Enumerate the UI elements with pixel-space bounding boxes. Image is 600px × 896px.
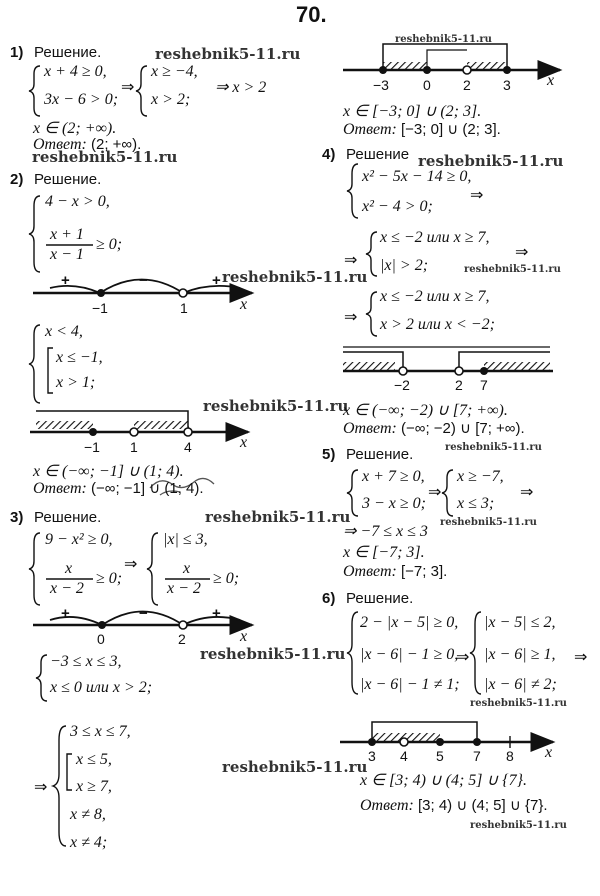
p3-arrow: ⇒ (124, 556, 138, 573)
p1-number: 1) (10, 44, 24, 61)
p1-result: ⇒ x > 2 (215, 79, 267, 96)
p1-answer-label: Ответ: (33, 136, 87, 153)
p5-arrow: ⇒ (520, 484, 534, 501)
p2-sys-line1: 4 − x > 0, (45, 193, 110, 210)
p6-sys-line1: 2 − |x − 5| ≥ 0, (360, 614, 459, 631)
p3-frac-den: x − 2 (50, 580, 84, 597)
p4-axis-point: 7 (480, 377, 488, 393)
p6-heading: Решение. (346, 590, 414, 607)
p5-sys-line2: 3 − x ≥ 0; (362, 495, 427, 512)
p2-set: x ∈ (−∞; −1] ∪ (1; 4). (33, 463, 184, 480)
tr-axis-point: −3 (373, 77, 389, 93)
p4-interval-axis (343, 347, 553, 375)
tr-interval-axis (343, 44, 560, 74)
p2-sign-minus: − (139, 272, 148, 289)
p4-sys2-line2: |x| > 2; (380, 257, 429, 274)
p4-number: 4) (322, 146, 336, 163)
p3-frac-rel: ≥ 0; (96, 570, 123, 587)
p2-sys2-line2: x ≤ −1, (56, 349, 103, 366)
p6-sys2-line1: |x − 5| ≤ 2, (484, 614, 556, 631)
watermark: reshebnik5-11.ru (470, 820, 567, 831)
p2-axis2-point: 1 (130, 439, 138, 455)
p2-sign-plus-right: + (212, 272, 221, 289)
p5-sys2-line2: x ≤ 3; (457, 495, 495, 512)
p3-frac2-den: x − 2 (167, 580, 201, 597)
p6-axis-var: x (545, 744, 553, 761)
watermark: reshebnik5-11.ru (440, 517, 537, 528)
watermark: reshebnik5-11.ru (203, 397, 349, 415)
p4-arrow: ⇒ (470, 187, 484, 204)
bottom-line5: x ≠ 4; (70, 834, 108, 851)
p2-answer: (−∞; −1] ∪ (1; 4). (91, 480, 204, 497)
p4-answer: (−∞; −2) ∪ [7; +∞). (401, 420, 525, 437)
watermark: reshebnik5-11.ru (205, 508, 351, 526)
p2-axis-var: x (240, 296, 248, 313)
bottom-line4: x ≠ 8, (70, 806, 106, 823)
p4-arrow: ⇒ (515, 244, 529, 261)
p6-answer: [3; 4) ∪ (4; 5] ∪ {7}. (418, 797, 548, 814)
watermark: reshebnik5-11.ru (395, 34, 492, 45)
p2-heading: Решение. (34, 171, 102, 188)
p6-set: x ∈ [3; 4) ∪ (4; 5] ∪ {7}. (360, 772, 528, 789)
p1-sys2-line2: x > 2; (151, 91, 191, 108)
p3-axis-var: x (240, 628, 248, 645)
p3-sign-plus-right: + (212, 605, 221, 622)
p3-sys2-line1: |x| ≤ 3, (163, 531, 208, 548)
p2-sys2-line3: x > 1; (56, 374, 96, 391)
p3-frac2-num: x (183, 560, 191, 577)
p6-sys-line2: |x − 6| − 1 ≥ 0, (360, 646, 459, 663)
p2-sign-plus-left: + (61, 272, 70, 289)
tr-set: x ∈ [−3; 0] ∪ (2; 3]. (343, 103, 482, 120)
p3-sys-line1: 9 − x² ≥ 0, (45, 531, 113, 548)
p1-sys2-line1: x ≥ −4, (151, 63, 198, 80)
p3-number: 3) (10, 509, 24, 526)
watermark: reshebnik5-11.ru (445, 442, 542, 453)
watermark: reshebnik5-11.ru (464, 264, 561, 275)
watermark: reshebnik5-11.ru (470, 698, 567, 709)
p5-sys2-line1: x ≥ −7, (457, 468, 504, 485)
tr-axis-point: 0 (423, 77, 431, 93)
p6-arrow: ⇒ (574, 649, 588, 666)
tr-axis-var: x (547, 72, 555, 89)
p5-set: x ∈ [−7; 3]. (343, 544, 425, 561)
p1-set: x ∈ (2; +∞). (33, 120, 117, 137)
watermark: reshebnik5-11.ru (418, 152, 564, 170)
bottom-line3: x ≥ 7, (76, 778, 112, 795)
p2-axis-point: 1 (180, 300, 188, 316)
p2-frac-num: x + 1 (50, 226, 84, 243)
p4-sys3-line1: x ≤ −2 или x ≥ 7, (380, 288, 490, 305)
p5-number: 5) (322, 446, 336, 463)
p5-answer-label: Ответ: (343, 563, 397, 580)
p4-arrow: ⇒ (344, 309, 358, 326)
p6-interval-axis (340, 722, 553, 748)
p1-arrow: ⇒ (121, 79, 135, 96)
p4-arrow: ⇒ (344, 252, 358, 269)
p5-heading: Решение. (346, 446, 414, 463)
p6-axis-point: 7 (473, 748, 481, 764)
p1-answer: (2; +∞). (91, 136, 142, 153)
p2-answer-label: Ответ: (33, 480, 87, 497)
p6-sys2-line2: |x − 6| ≥ 1, (484, 646, 556, 663)
tr-answer-label: Ответ: (343, 121, 397, 138)
p4-heading: Решение (346, 146, 410, 163)
p2-axis-point: −1 (92, 300, 108, 316)
p2-frac-den: x − 1 (50, 246, 84, 263)
p1-heading: Решение. (34, 44, 102, 61)
bottom-arrow: ⇒ (34, 779, 48, 796)
tr-answer: [−3; 0] ∪ (2; 3]. (401, 121, 501, 138)
p5-answer: [−7; 3]. (401, 563, 448, 580)
p4-sys-line1: x² − 5x − 14 ≥ 0, (362, 168, 472, 185)
p6-number: 6) (322, 590, 336, 607)
p3-axis-point: 0 (97, 631, 105, 647)
watermark: reshebnik5-11.ru (155, 45, 301, 63)
watermark: reshebnik5-11.ru (200, 645, 346, 663)
p4-sys-line2: x² − 4 > 0; (362, 198, 433, 215)
p3-sign-plus-left: + (61, 605, 70, 622)
p6-axis-point: 3 (368, 748, 376, 764)
p6-arrow: ⇒ (456, 649, 470, 666)
p3-frac-num: x (65, 560, 73, 577)
p6-sys2-line3: |x − 6| ≠ 2; (484, 676, 557, 693)
p3-axis-point: 2 (178, 631, 186, 647)
p2-axis2-point: −1 (84, 439, 100, 455)
p4-answer-label: Ответ: (343, 420, 397, 437)
p3-frac2-rel: ≥ 0; (213, 570, 240, 587)
p6-axis-point: 5 (436, 748, 444, 764)
bottom-line2: x ≤ 5, (76, 751, 112, 768)
p4-sys3-line2: x > 2 или x < −2; (380, 316, 495, 333)
p1-sys1-line2: 3x − 6 > 0; (44, 91, 119, 108)
p6-answer-label: Ответ: (360, 797, 414, 814)
watermark: reshebnik5-11.ru (222, 758, 368, 776)
p2-axis2-point: 4 (184, 439, 192, 455)
watermark: reshebnik5-11.ru (32, 148, 178, 166)
tr-axis-point: 3 (503, 77, 511, 93)
p4-axis-point: −2 (394, 377, 410, 393)
p4-sys2-line1: x ≤ −2 или x ≥ 7, (380, 229, 490, 246)
bottom-line1: 3 ≤ x ≤ 7, (70, 723, 131, 740)
p3-sys3-line1: −3 ≤ x ≤ 3, (50, 653, 122, 670)
p3-heading: Решение. (34, 509, 102, 526)
watermark: reshebnik5-11.ru (222, 268, 368, 286)
p1-sys1-line1: x + 4 ≥ 0, (44, 63, 107, 80)
p5-result: ⇒ −7 ≤ x ≤ 3 (343, 523, 428, 540)
p5-arrow: ⇒ (428, 484, 442, 501)
p6-axis-point: 4 (400, 748, 408, 764)
p2-number: 2) (10, 171, 24, 188)
p2-axis2-var: x (240, 434, 248, 451)
p2-frac-rel: ≥ 0; (96, 236, 123, 253)
p6-sys-line3: |x − 6| − 1 ≠ 1; (360, 676, 460, 693)
problem-number: 70. (296, 2, 327, 27)
p4-axis-point: 2 (455, 377, 463, 393)
tr-axis-point: 2 (463, 77, 471, 93)
p3-sys3-line2: x ≤ 0 или x > 2; (50, 679, 153, 696)
p5-sys-line1: x + 7 ≥ 0, (362, 468, 425, 485)
p4-set: x ∈ (−∞; −2) ∪ [7; +∞). (343, 402, 508, 419)
p3-sign-minus: − (139, 605, 148, 622)
bottom-braces (53, 726, 72, 846)
p6-axis-point: 8 (506, 748, 514, 764)
p2-sys2-line1: x < 4, (45, 323, 83, 340)
p3-brace-2 (36, 655, 47, 701)
